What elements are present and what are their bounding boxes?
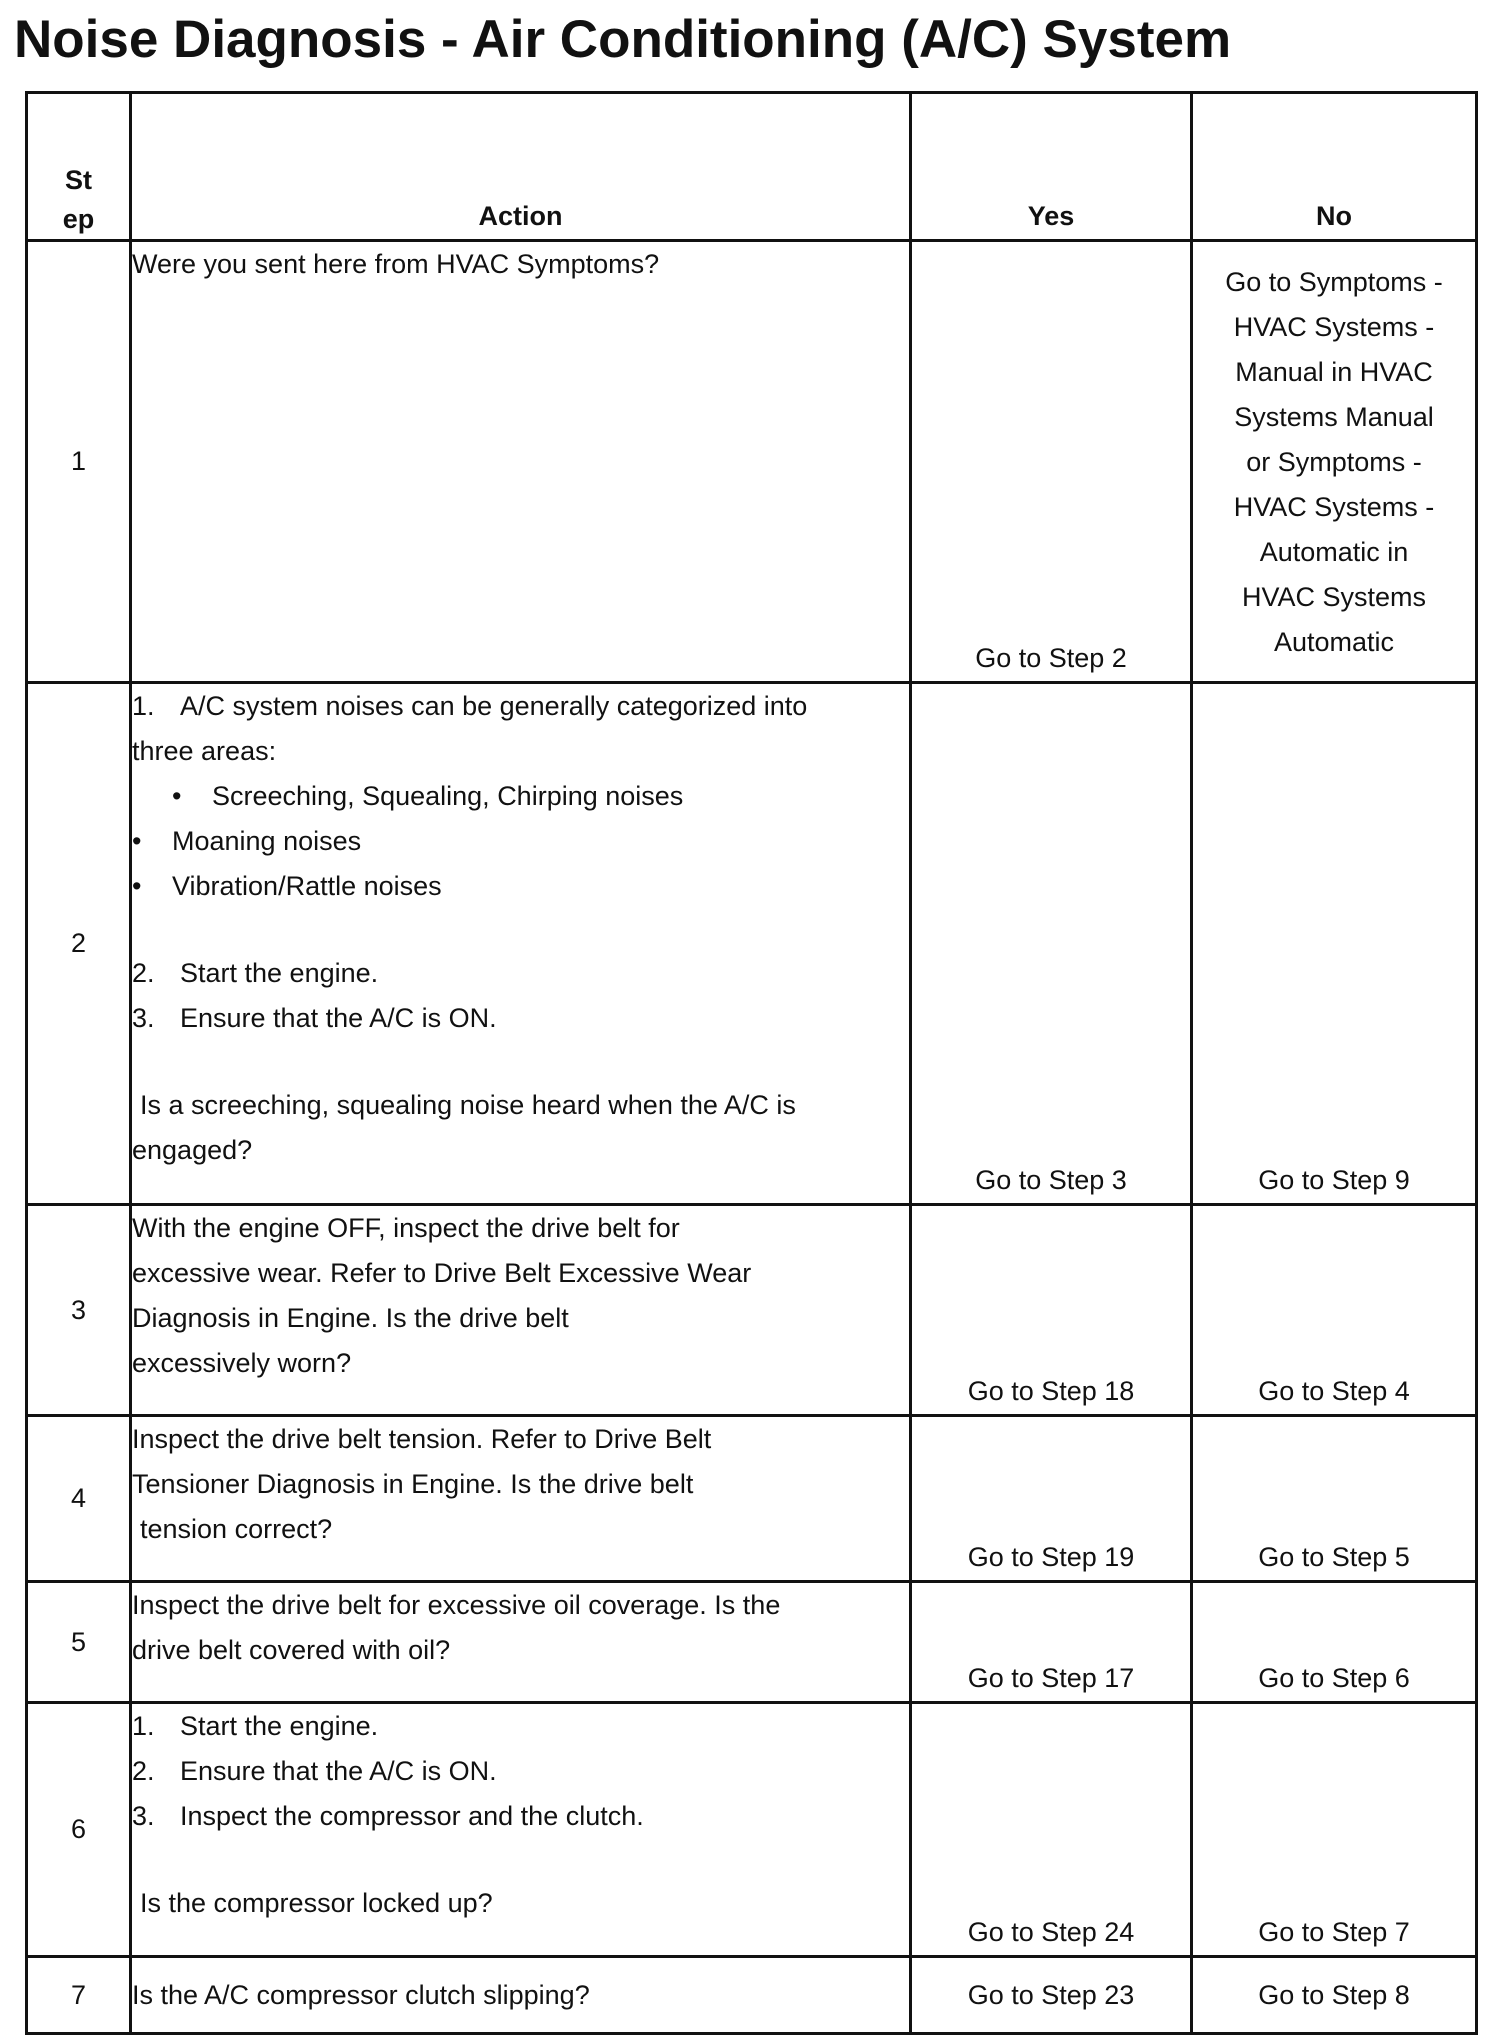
diagnosis-table [25, 91, 1478, 2035]
no-cell: Go to Step 7 [1192, 1703, 1477, 1957]
bullet-item: • Moaning noises [132, 826, 362, 856]
step-number: 5 [27, 1582, 131, 1703]
list-item: 1. A/C system noises can be generally categorized into [132, 691, 808, 721]
yes-cell: Go to Step 23 [911, 1957, 1192, 2034]
no-cell: Go to Step 6 [1192, 1582, 1477, 1703]
step-number: 1 [27, 241, 131, 683]
yes-cell: Go to Step 17 [911, 1582, 1192, 1703]
no-cell: Go to Step 9 [1192, 683, 1477, 1205]
header-action: Action [131, 93, 911, 241]
table-row [27, 1416, 1477, 1582]
list-item: 2. Ensure that the A/C is ON. [132, 1756, 497, 1786]
header-step: St ep [27, 93, 131, 241]
step-number: 6 [27, 1703, 131, 1957]
header-yes: Yes [911, 93, 1192, 241]
list-item: 3. Ensure that the A/C is ON. [132, 1003, 497, 1033]
bullet-item: • Screeching, Squealing, Chirping noises [172, 781, 684, 811]
table-row [27, 1703, 1477, 1957]
yes-cell: Go to Step 19 [911, 1416, 1192, 1582]
action-cell: Is the A/C compressor clutch slipping? [131, 1957, 911, 2034]
action-cell: Inspect the drive belt for excessive oil coverage. Is the drive belt covered with oil? [131, 1582, 911, 1703]
no-cell: Go to Step 4 [1192, 1205, 1477, 1416]
yes-cell: Go to Step 24 [911, 1703, 1192, 1957]
action-cell: 1. A/C system noises can be generally categorized into three areas: • Screeching, Squealing, Chirping noises • Moaning noises • Vibration/Rattle noises 2. Start the engine. 3. Ensure that the A/C is ON. Is a screeching, squealing noise heard when the A/C is engaged? [131, 683, 911, 1205]
bullet-item: • Vibration/Rattle noises [132, 871, 442, 901]
no-cell: Go to Symptoms - HVAC Systems - Manual in HVAC Systems Manual or Symptoms - HVAC Systems - Automatic in HVAC Systems Automatic [1192, 241, 1477, 683]
table-row [27, 241, 1477, 683]
action-cell: 1. Start the engine. 2. Ensure that the A/C is ON. 3. Inspect the compressor and the clutch. Is the compressor locked up? [131, 1703, 911, 1957]
list-item: 3. Inspect the compressor and the clutch. [132, 1801, 644, 1831]
header-no: No [1192, 93, 1477, 241]
action-cell: Were you sent here from HVAC Symptoms? [131, 241, 911, 683]
table-header-row [27, 93, 1477, 241]
action-cell: With the engine OFF, inspect the drive belt for excessive wear. Refer to Drive Belt Excessive Wear Diagnosis in Engine. Is the drive belt excessively worn? [131, 1205, 911, 1416]
yes-cell: Go to Step 18 [911, 1205, 1192, 1416]
table-row [27, 1582, 1477, 1703]
table-row [27, 1205, 1477, 1416]
step-number: 2 [27, 683, 131, 1205]
step-number: 4 [27, 1416, 131, 1582]
table-row [27, 683, 1477, 1205]
page-title: Noise Diagnosis - Air Conditioning (A/C) System [14, 10, 1232, 69]
table-row [27, 1957, 1477, 2034]
yes-cell: Go to Step 2 [911, 241, 1192, 683]
no-cell: Go to Step 8 [1192, 1957, 1477, 2034]
step-number: 3 [27, 1205, 131, 1416]
list-item: 2. Start the engine. [132, 958, 379, 988]
list-item: 1. Start the engine. [132, 1711, 379, 1741]
step-number: 7 [27, 1957, 131, 2034]
yes-cell: Go to Step 3 [911, 683, 1192, 1205]
no-cell: Go to Step 5 [1192, 1416, 1477, 1582]
action-cell: Inspect the drive belt tension. Refer to Drive Belt Tensioner Diagnosis in Engine. Is the drive belt tension correct? [131, 1416, 911, 1582]
